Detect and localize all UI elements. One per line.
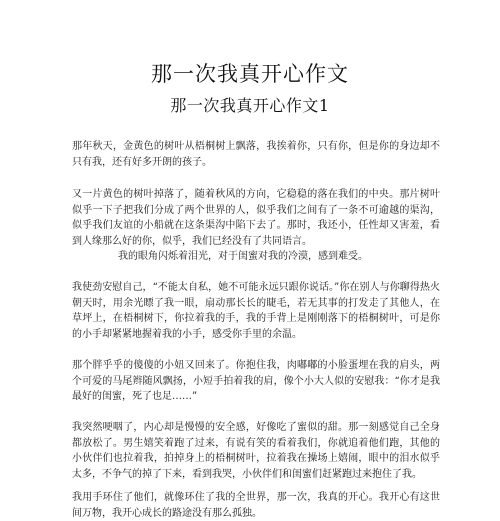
paragraph: 那年秋天，金黄色的树叶从梧桐树上飘落，我挨着你，只有你，但是你的身边却不只有我，还有好多开朗的孩子。 [72, 141, 440, 168]
paragraph: 我突然哽咽了，内心却是慢慢的安全感，好像吃了蜜似的甜。那一刻感觉自己全身都放松了。男生嬉笑着跑了过来，有说有笑的看着我们，你就追着他们跑，其他的小伙伴们也拉着我，拍掉身上的梧桐树叶，拉着我在操场上嬉闹，眼中的泪水似乎太多，不争气的掉了下来，看到我哭，小伙伴们和闺蜜们赶紧跑过来抱住了我。 [72, 422, 440, 480]
document-title: 那一次我真开心作文 [151, 62, 349, 86]
paragraph: 我用手环住了他们，就像环住了我的全世界，那一次，我真的开心。我开心有这世间万物，我开心成长的路途没有那么孤独。 [72, 492, 440, 519]
paragraph: 那个胖乎乎的傻傻的小妞又回来了。你抱住我，肉嘟嘟的小脸蛋埋在我的肩头，两个可爱的马尾辫随风飘扬，小短手拍着我的肩，像个小大人似的安慰我：“你才是我最好的闺蜜，死了也足……” [72, 360, 440, 402]
document-subtitle: 那一次我真开心作文1 [170, 96, 330, 115]
paragraph: 我的眼角闪烁着泪光，对于闺蜜对我的冷漠，感到难受。 [118, 251, 368, 262]
paragraph: 又一片黄色的树叶掉落了，随着秋风的方向，它稳稳的落在我们的中央。那片树叶似乎一下子把我们分成了两个世界的人，似乎我们之间有了一条不可逾越的渠沟，似乎我们友谊的小船就在这条渠沟中陷下去了。那时，我还小，任性却又害羞，看到人缘那么好的你，似乎，我们已经没有了共同语言。 [72, 189, 440, 247]
paragraph: 我使劲安慰自己，“不能太自私，她不可能永远只跟你说话。”你在别人与你聊得热火朝天时，用余光瞟了我一眼，扇动那长长的睫毛，若无其事的打发走了其他人，在草坪上，在梧桐树下，你拉着我的手，我的手背上是刚刚落下的梧桐树叶，可是你的小手却紧紧地握着我的小手，感受你手里的余温。 [72, 282, 440, 340]
